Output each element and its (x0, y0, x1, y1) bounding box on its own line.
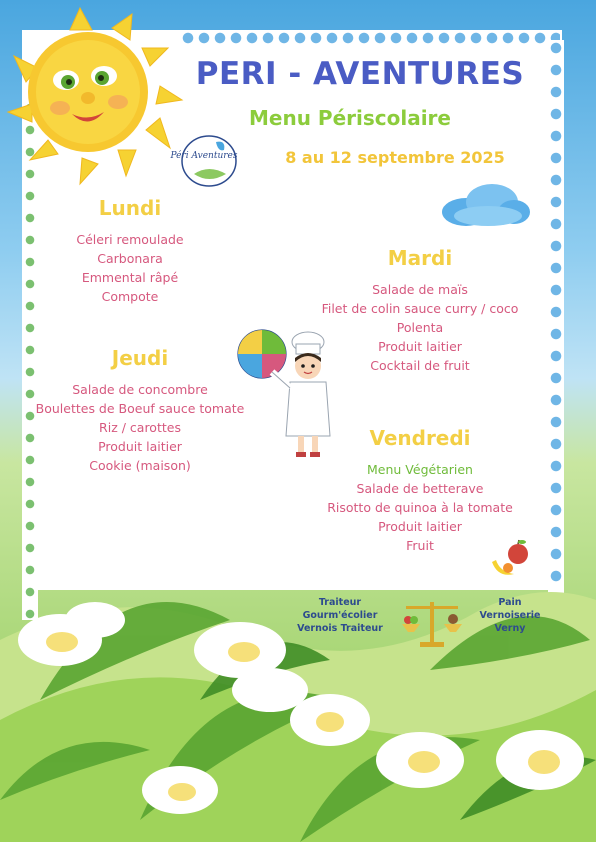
menu-list-jeudi (30, 380, 250, 475)
menu-dates: 8 au 12 septembre 2025 (285, 148, 505, 167)
day-heading-mardi: Mardi (387, 246, 453, 270)
menu-item-vegetarian: Menu Végétarien (367, 462, 473, 477)
menu-item: Produit laitier (98, 439, 182, 454)
credit-line: Pain (498, 597, 522, 608)
menu-item: Boulettes de Boeuf sauce tomate (35, 401, 245, 416)
credit-line: Vernois Traiteur (297, 623, 383, 634)
day-block-jeudi (30, 346, 250, 475)
menu-item: Céleri remoulade (76, 232, 184, 247)
menu-item: Emmental râpé (81, 270, 179, 285)
menu-item: Produit laitier (378, 519, 462, 534)
menu-item: Produit laitier (378, 339, 462, 354)
peri-aventures-logo (170, 134, 238, 188)
menu-item: Salade de maïs (372, 282, 468, 297)
day-heading-vendredi: Vendredi (369, 426, 471, 450)
logo-text: Péri Aventures (170, 151, 238, 161)
menu-item: Carbonara (97, 251, 163, 266)
menu-item: Filet de colin sauce curry / coco (321, 301, 519, 316)
menu-item: Risotto de quinoa à la tomate (327, 500, 513, 515)
scalloped-border-right (548, 40, 564, 600)
menu-item: Salade de betterave (356, 481, 484, 496)
menu-item: Cookie (maison) (89, 458, 191, 473)
menu-item: Compote (101, 289, 159, 304)
sun-icon (0, 0, 190, 190)
cloud-icon (436, 178, 532, 230)
credit-traiteur (296, 596, 384, 635)
day-heading-jeudi: Jeudi (111, 346, 169, 370)
day-heading-lundi: Lundi (98, 196, 162, 220)
menu-item: Cocktail de fruit (370, 358, 470, 373)
day-block-lundi (50, 196, 210, 306)
credit-line: Traiteur (318, 597, 362, 608)
menu-item: Salade de concombre (72, 382, 208, 397)
menu-item: Riz / carottes (99, 420, 181, 435)
credit-line: Verny (494, 623, 526, 634)
daisy-flower-icon (0, 520, 596, 842)
page-subtitle: Menu Périscolaire (249, 106, 451, 130)
menu-item: Fruit (406, 538, 434, 553)
credit-pain (472, 596, 548, 635)
scalloped-border-top (180, 30, 560, 46)
menu-item: Polenta (396, 320, 444, 335)
credit-line: Vernoiserie (479, 610, 541, 621)
balance-scale-icon (400, 596, 464, 652)
credit-line: Gourm'écolier (302, 610, 378, 621)
page-title: PERI - AVENTURES (195, 56, 525, 92)
menu-list-lundi (50, 230, 210, 306)
